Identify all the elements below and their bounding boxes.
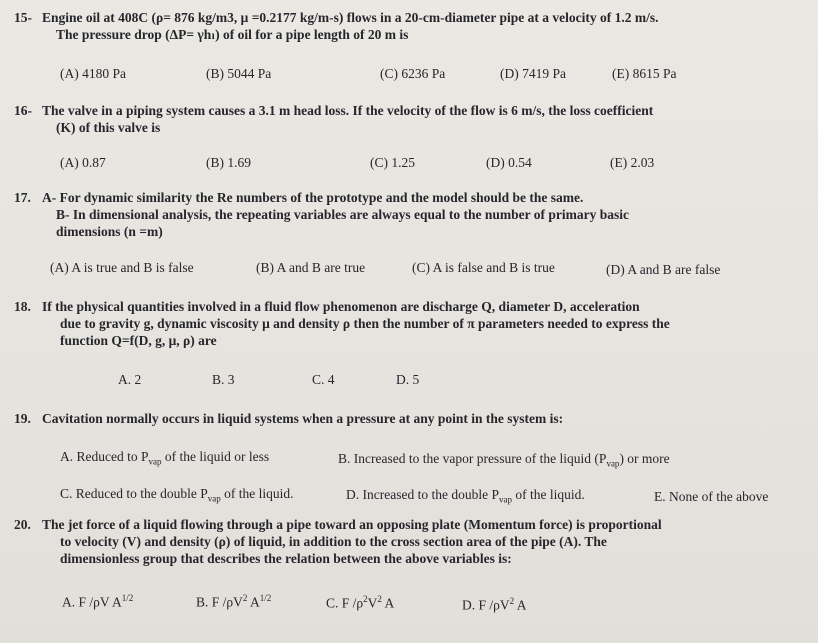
question-16-line2: (K) of this valve is [56,120,161,135]
option-c: C. 4 [312,372,335,387]
option-d: (D) 0.54 [486,155,532,170]
question-20 [14,517,662,533]
option-b-text: B. F /ρV [196,594,243,610]
question-text: If the physical quantities involved in a fluid flow phenomenon are discharge Q, diameter D, acceleration [42,299,640,314]
question-text: The jet force of a liquid flowing through a pipe toward an opposing plate (Momentum force) is proportional [42,517,662,532]
option-d: D. 5 [396,372,420,387]
subscript: vap [498,494,512,505]
question-17 [14,190,583,206]
option-e: (E) 8615 Pa [612,66,677,81]
statement-b: B- In dimensional analysis, the repeating variables are always equal to the number of primary basic [56,207,630,222]
question-number: 15- [14,10,32,25]
question-number: 18. [14,299,31,314]
question-number: 19. [14,411,31,426]
option-a-text-end: of the liquid or less [161,449,270,464]
option-d-text: D. Increased to the double P [346,487,499,502]
option-e: (E) 2.03 [610,155,655,170]
option-c: (C) 6236 Pa [380,66,446,81]
option-d: (D) 7419 Pa [500,66,566,81]
option-a: (A) 4180 Pa [60,66,126,81]
option-d [462,593,527,614]
option-b-text: B. Increased to the vapor pressure of the liquid (P [338,451,607,466]
option-c-text-end: A [381,595,395,611]
question-20-line3: dimensionless group that describes the relation between the above variables is: [60,551,512,566]
option-a [62,590,133,611]
option-d [346,487,585,508]
option-d-text-end: A [514,597,527,613]
option-b [196,590,271,611]
option-c [60,486,293,507]
option-b: (B) 1.69 [206,155,251,170]
option-a: (A) A is true and B is false [50,260,194,275]
option-c: (C) 1.25 [370,155,415,170]
superscript: 2 [363,594,368,604]
option-a [60,449,269,470]
question-text: The valve in a piping system causes a 3.1 m head loss. If the velocity of the flow is 6 m/s, the loss coefficient [42,103,654,118]
superscript: 2 [509,596,515,606]
question-text: Cavitation normally occurs in liquid systems when a pressure at any point in the system is: [42,411,564,426]
option-b: (B) A and B are true [256,260,366,275]
question-15-line2: The pressure drop (ΔP= γhₗ) of oil for a pipe length of 20 m is [56,27,409,42]
option-c-text: C. Reduced to the double P [60,486,208,501]
option-a-text: A. Reduced to P [60,449,149,464]
option-c: (C) A is false and B is true [412,260,555,275]
option-b [338,451,670,472]
question-16 [14,103,653,119]
question-18-line3: function Q=f(D, g, μ, ρ) are [60,333,217,348]
question-number: 17. [14,190,31,205]
subscript: vap [606,458,620,469]
option-c-text: C. F /ρ [326,595,364,611]
question-text: Engine oil at 408C (ρ= 876 kg/m3, μ =0.2177 kg/m-s) flows in a 20-cm-diameter pipe at a velocity of 1.2 m/s. [42,10,659,25]
question-number: 16- [14,103,32,118]
option-a: (A) 0.87 [60,155,106,170]
question-20-line2: to velocity (V) and density (ρ) of liquid, in addition to the cross section area of the pipe (A). The [60,534,607,549]
option-b-text-mid: A [247,594,260,610]
subscript: vap [148,456,162,467]
option-c [326,591,394,612]
option-d: (D) A and B are false [606,262,721,277]
option-e: E. None of the above [654,489,769,504]
option-d-text: D. F /ρV [462,597,510,613]
subscript: vap [207,493,221,504]
option-c-text-end: of the liquid. [220,486,294,501]
option-b: B. 3 [212,372,235,387]
option-d-text-end: of the liquid. [511,487,585,502]
superscript: 2 [377,594,382,604]
statement-a: A- For dynamic similarity the Re numbers of the prototype and the model should be the same. [42,190,584,205]
option-b: (B) 5044 Pa [206,66,272,81]
superscript: 2 [242,593,248,603]
question-19 [14,411,563,427]
option-a-text: A. F /ρV A [62,594,122,610]
statement-b-line2: dimensions (n =m) [56,224,163,239]
option-b-text-end: ) or more [619,451,670,466]
superscript: 1/2 [259,593,272,603]
option-a: A. 2 [118,372,142,387]
superscript: 1/2 [121,593,134,603]
question-18 [14,299,640,315]
question-15 [14,10,658,26]
question-number: 20. [14,517,31,532]
option-c-text-mid: V [367,595,378,611]
question-18-line2: due to gravity g, dynamic viscosity μ and density ρ then the number of π parameters needed to express the [60,316,670,331]
